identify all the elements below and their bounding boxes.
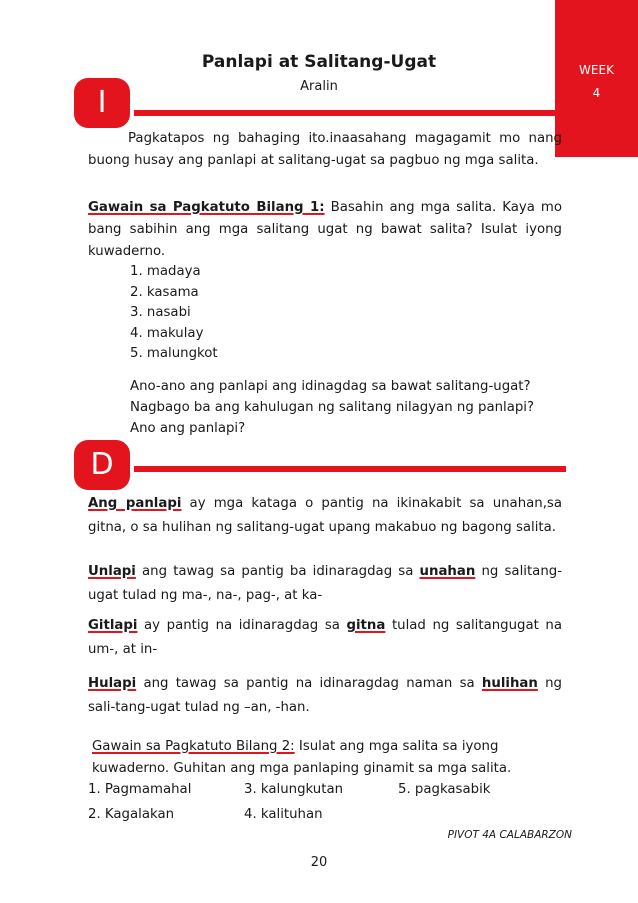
definition-term: Ang panlapi bbox=[88, 496, 182, 511]
list-item: 2. kasama bbox=[130, 284, 199, 300]
unlapi-text: ang tawag sa pantig ba idinaragdag sa bbox=[135, 564, 420, 579]
hulapi-text-end: ng sali-tang-ugat tulad ng –an, -han. bbox=[88, 676, 562, 715]
unlapi-paragraph bbox=[88, 560, 562, 608]
page-title: Panlapi at Salitang-Ugat bbox=[201, 52, 437, 72]
task2-item: 1. Pagmamahal bbox=[88, 782, 192, 797]
task2-paragraph bbox=[92, 736, 512, 780]
hulapi-keyword: hulihan bbox=[481, 676, 538, 691]
intro-text: Pagkatapos ng bahaging ito.inaasahang magagamit mo nang buong husay ang panlapi at salitang-ugat sa pagbuo ng mga salita. bbox=[88, 131, 562, 168]
intro-paragraph bbox=[88, 128, 562, 172]
task1-label: Gawain sa Pagkatuto Bilang 1: bbox=[88, 200, 325, 215]
page-subtitle: Aralin bbox=[300, 79, 338, 94]
gitlapi-term: Gitlapi bbox=[88, 618, 138, 633]
task2-item: 2. Kagalakan bbox=[88, 807, 175, 822]
unlapi-term: Unlapi bbox=[88, 564, 136, 579]
gitlapi-paragraph bbox=[88, 614, 562, 662]
section-d-badge: D bbox=[74, 440, 130, 490]
task2-grid bbox=[88, 778, 558, 828]
week-number: 4 bbox=[592, 86, 601, 100]
hulapi-paragraph bbox=[88, 672, 562, 720]
gitlapi-keyword: gitna bbox=[346, 618, 386, 633]
week-label: WEEK bbox=[579, 63, 614, 77]
task2-item: 5. pagkasabik bbox=[398, 782, 491, 797]
page-number: 20 bbox=[310, 855, 328, 870]
question-line: Nagbago ba ang kahulugan ng salitang nilagyan ng panlapi? bbox=[130, 400, 535, 415]
question-line: Ano ang panlapi? bbox=[130, 421, 246, 436]
source-footer: PIVOT 4A CALABARZON bbox=[447, 829, 572, 841]
gitlapi-text: ay pantig na idinaragdag sa bbox=[137, 618, 347, 633]
gitlapi-text-end: tulad ng salitangugat na um-, at in- bbox=[88, 618, 562, 657]
questions bbox=[130, 376, 570, 439]
list-item: 4. makulay bbox=[130, 325, 204, 341]
hulapi-text: ang tawag sa pantig na idinaragdag naman sa bbox=[136, 676, 482, 691]
section-i-badge: I bbox=[74, 78, 130, 128]
unlapi-text-end: ng salitang-ugat tulad ng ma-, na-, pag-, at ka- bbox=[88, 564, 562, 603]
unlapi-keyword: unahan bbox=[419, 564, 476, 579]
task2-text: Isulat ang mga salita sa iyong kuwaderno. Guhitan ang mga panlaping ginamit sa mga salita. bbox=[92, 739, 512, 776]
definition-paragraph bbox=[88, 492, 562, 540]
list-item: 5. malungkot bbox=[130, 346, 218, 361]
definition-text: ay mga kataga o pantig na ikinakabit sa unahan,sa gitna, o sa hulihan ng salitang-ugat upang makabuo ng bagong salita. bbox=[88, 496, 562, 535]
task2-label: Gawain sa Pagkatuto Bilang 2: bbox=[92, 739, 295, 754]
word-list bbox=[130, 262, 218, 365]
section-i-rule bbox=[134, 110, 556, 116]
task2-item: 4. kalituhan bbox=[244, 807, 323, 822]
hulapi-term: Hulapi bbox=[88, 676, 137, 691]
question-line: Ano-ano ang panlapi ang idinagdag sa bawat salitang-ugat? bbox=[130, 379, 531, 394]
task1-text: Basahin ang mga salita. Kaya mo bang sabihin ang mga salitang ugat ng bawat salita? Isulat iyong kuwaderno. bbox=[88, 200, 563, 259]
section-d-rule bbox=[134, 466, 566, 472]
task1-paragraph bbox=[88, 197, 562, 263]
list-item: 1. madaya bbox=[130, 264, 201, 279]
task2-item: 3. kalungkutan bbox=[244, 782, 344, 797]
list-item: 3. nasabi bbox=[130, 305, 191, 320]
